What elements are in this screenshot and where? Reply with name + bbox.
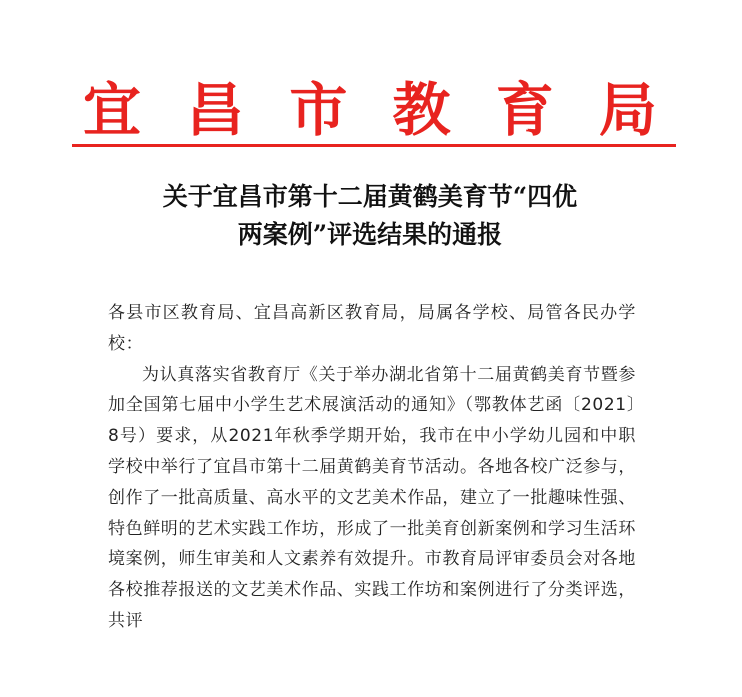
title-line-1: 关于宜昌市第十二届黄鹤美育节“四优 bbox=[162, 182, 578, 211]
document-body bbox=[108, 298, 636, 637]
document-title bbox=[90, 178, 650, 254]
body-paragraph: 为认真落实省教育厅《关于举办湖北省第十二届黄鹤美育节暨参加全国第七届中小学生艺术展演活动的通知》（鄂教体艺函〔2021〕8号）要求，从2021年秋季学期开始，我市在中小学幼儿园和中职学校中举行了宜昌市第十二届黄鹤美育节活动。各地各校广泛参与，创作了一批高质量、高水平的文艺美术作品，建立了一批趣味性强、特色鲜明的艺术实践工作坊，形成了一批美育创新案例和学习生活环境案例，师生审美和人文素养有效提升。市教育局评审委员会对各地各校推荐报送的文艺美术作品、实践工作坊和案例进行了分类评选，共评 bbox=[108, 364, 636, 631]
salutation: 各县市区教育局、宜昌高新区教育局，局属各学校、局管各民办学校： bbox=[108, 303, 636, 354]
header-divider bbox=[72, 144, 676, 147]
org-header-char: 教 bbox=[392, 76, 451, 144]
title-line-2: 两案例”评选结果的通报 bbox=[237, 220, 503, 249]
organization-header bbox=[80, 78, 660, 142]
org-header-char: 市 bbox=[289, 76, 348, 144]
org-header-char: 宜 bbox=[82, 76, 141, 144]
org-header-char: 昌 bbox=[186, 76, 245, 144]
org-header-char: 局 bbox=[598, 76, 657, 144]
org-header-char: 育 bbox=[495, 76, 554, 144]
